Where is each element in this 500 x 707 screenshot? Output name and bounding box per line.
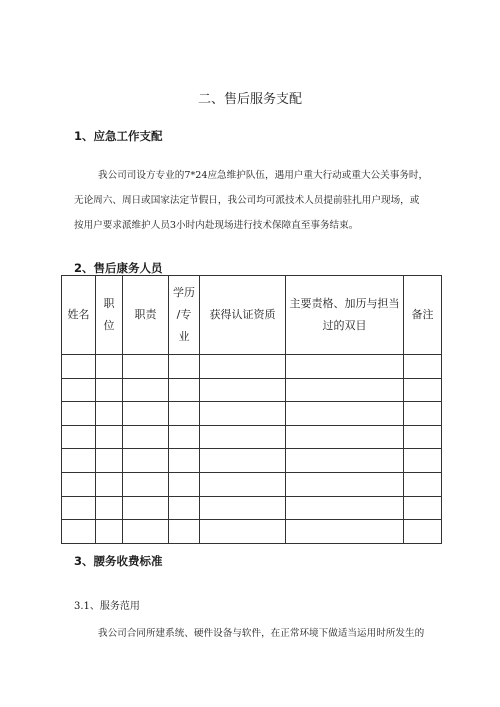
table-header-cell <box>62 276 96 355</box>
table-cell <box>200 402 286 426</box>
table-cell <box>169 425 200 449</box>
table-row <box>62 472 442 496</box>
table-header-cell <box>200 276 286 355</box>
table-header-cell <box>286 276 404 355</box>
table-cell <box>96 355 123 379</box>
header-cell-line: 学历 <box>173 286 195 299</box>
table-cell <box>96 378 123 402</box>
table-cell <box>96 496 123 520</box>
header-cell-line: 主要责格、加历与担当 <box>289 297 400 310</box>
table-cell <box>404 402 442 426</box>
table-cell <box>200 496 286 520</box>
table-cell <box>169 472 200 496</box>
table-row <box>62 520 442 544</box>
table-body <box>62 355 442 544</box>
table-cell <box>62 425 96 449</box>
header-cell-line: 过的双目 <box>322 319 367 332</box>
header-cell-line: 业 <box>178 330 190 343</box>
table-cell <box>200 378 286 402</box>
table-row <box>62 355 442 379</box>
table-cell <box>404 355 442 379</box>
table-cell <box>169 378 200 402</box>
header-cell-line: 位 <box>103 319 115 332</box>
paragraph-line: 我公司合同所建系统、硬件设备与软件，在正常环境下做适当运用时所发生的 <box>98 628 425 639</box>
table-cell <box>123 425 169 449</box>
header-cell-line: 获得认证资质 <box>209 308 276 321</box>
header-cell-line: 职责 <box>134 308 157 321</box>
header-cell-line: 职 <box>103 297 115 310</box>
table-row <box>62 425 442 449</box>
table-cell <box>169 449 200 473</box>
table-cell <box>404 425 442 449</box>
subsection-heading-scope: 3.1、服务范用 <box>74 601 140 612</box>
table-cell <box>404 520 442 544</box>
table-cell <box>404 449 442 473</box>
table-cell <box>286 472 404 496</box>
table-cell <box>169 496 200 520</box>
table-header-cell <box>404 276 442 355</box>
table-header-cell <box>123 276 169 355</box>
page-title: 二、售后服务支配 <box>197 92 302 107</box>
staff-table <box>61 275 442 544</box>
table-cell <box>123 378 169 402</box>
table-cell <box>200 355 286 379</box>
table-cell <box>123 355 169 379</box>
section-heading-emergency: 1、应急工作支配 <box>74 129 163 143</box>
table-cell <box>286 378 404 402</box>
table-cell <box>96 472 123 496</box>
table-header-cell <box>96 276 123 355</box>
table-cell <box>123 402 169 426</box>
table-cell <box>404 496 442 520</box>
paragraph-line: 无论周六、周日或国家法定节假日，我公司均可派技术人员提前驻扎用户现场，或 <box>74 195 420 206</box>
table-cell <box>62 449 96 473</box>
table-cell <box>62 496 96 520</box>
paragraph-line: 我公司司设方专业的7*24应急维护队伍，遇用户重大行动或重大公关事务时， <box>98 170 429 181</box>
table-cell <box>123 449 169 473</box>
table-header-cell <box>169 276 200 355</box>
table-cell <box>286 355 404 379</box>
table-cell <box>286 449 404 473</box>
table-cell <box>62 472 96 496</box>
table-cell <box>123 496 169 520</box>
section-heading-fees: 3、腰务收费标准 <box>74 554 163 568</box>
table-cell <box>200 520 286 544</box>
table-header-row <box>62 276 442 355</box>
table-cell <box>62 355 96 379</box>
table-cell <box>123 472 169 496</box>
header-cell-line: 备注 <box>411 308 434 321</box>
table-cell <box>404 472 442 496</box>
paragraph-line: 按用户要求派维护人员3小时内赴现场进行技术保障直至事务结束。 <box>74 220 359 231</box>
table-cell <box>96 425 123 449</box>
table-cell <box>62 520 96 544</box>
table-cell <box>286 496 404 520</box>
table-cell <box>286 425 404 449</box>
table-cell <box>286 520 404 544</box>
table-cell <box>62 402 96 426</box>
table-cell <box>200 425 286 449</box>
table-cell <box>96 449 123 473</box>
table-cell <box>286 402 404 426</box>
table-row <box>62 378 442 402</box>
table-cell <box>169 402 200 426</box>
table-row <box>62 496 442 520</box>
header-cell-line: 姓名 <box>67 308 90 321</box>
table-cell <box>96 520 123 544</box>
table-row <box>62 402 442 426</box>
header-cell-line: /专 <box>176 308 192 321</box>
table-cell <box>200 472 286 496</box>
table-cell <box>404 378 442 402</box>
paragraph-emergency <box>74 163 444 238</box>
table-row <box>62 449 442 473</box>
table-cell <box>200 449 286 473</box>
table-cell <box>62 378 96 402</box>
section-heading-staff: 2、售后康务人员 <box>74 261 163 275</box>
paragraph-scope <box>74 621 454 646</box>
table-cell <box>169 355 200 379</box>
table-cell <box>123 520 169 544</box>
table-cell <box>169 520 200 544</box>
table-cell <box>96 402 123 426</box>
